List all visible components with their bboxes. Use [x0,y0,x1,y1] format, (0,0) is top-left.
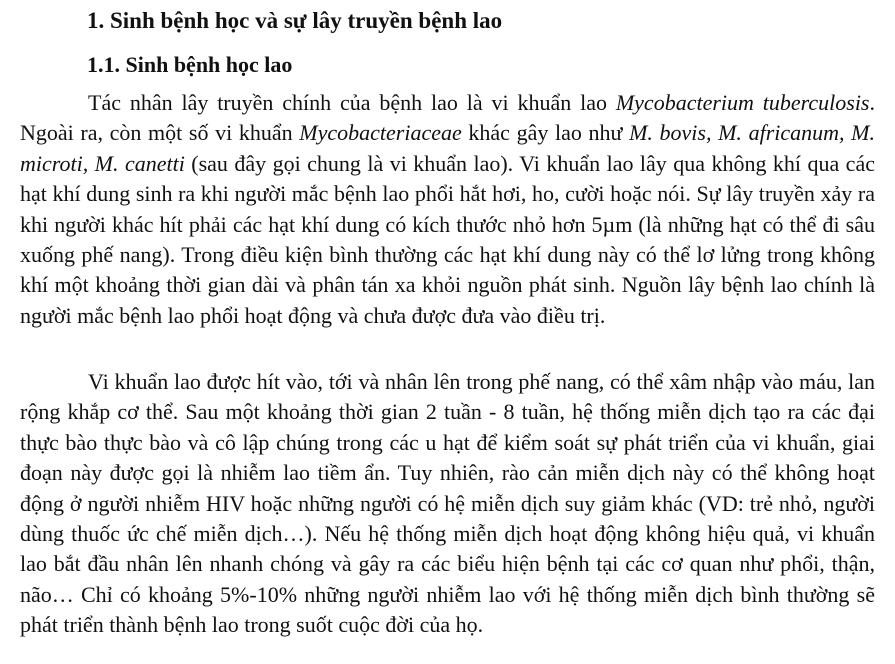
species-list-italic: M. bovis, M. africanum, M. microti, M. canetti [20,120,875,176]
paragraph-text: . Ngoài ra, còn một số vi khuẩn [20,90,875,146]
species-name-italic: Mycobacterium tuberculosis [615,90,870,115]
paragraph-text: khác gây lao như [461,120,630,146]
paragraph-text: Tác nhân lây truyền chính của bệnh lao là vi khuẩn lao [88,90,616,115]
subsection-title: 1.1. Sinh bệnh học lao [87,52,293,77]
section-title: 1. Sinh bệnh học và sự lây truyền bệnh lao [87,8,503,33]
paragraph-pathogenesis: Vi khuẩn lao được hít vào, tới và nhân lên trong phế nang, có thể xâm nhập vào máu, lan rộng khắp cơ thể. Sau một khoảng thời gian 2 tuần - 8 tuần, hệ thống miễn dịch tạo ra các đại thực bào thực bào và cô lập chúng trong các u hạt để kiểm soát sự phát triển của vi khuẩn, giai đoạn này được gọi là nhiễm lao tiềm ẩn. Tuy nhiên, rào cản miễn dịch này có thể không hoạt động ở người nhiễm HIV hoặc những người có hệ miễn dịch suy giảm khác (VD: trẻ nhỏ, người dùng thuốc ức chế miễn dịch…). Nếu hệ thống miễn dịch hoạt động không hiệu quả, vi khuẩn lao bắt đầu nhân lên nhanh chóng và gây ra các biểu hiện bệnh tại các cơ quan như phổi, thận, não… Chỉ có khoảng 5%-10% những người nhiễm lao với hệ thống miễn dịch bình thường sẽ phát triển thành bệnh lao trong suốt cuộc đời của họ. [20,369,875,638]
family-name-italic: Mycobacteriaceae [299,120,462,146]
paragraph-transmission [20,88,875,331]
paragraph-text: (sau đây gọi chung là vi khuẩn lao). Vi khuẩn lao lây qua không khí qua các hạt khí dung sinh ra khi người mắc bệnh lao phổi hắt hơi, ho, cười hoặc nói. Sự lây truyền xảy ra khi người khác hít phải các hạt khí dung có kích thước nhỏ hơn 5µm (là những hạt có thể đi sâu xuống phế nang). Trong điều kiện bình thường các hạt khí dung này có thể lơ lửng trong không khí một khoảng thời gian dài và phân tán xa khỏi nguồn phát sinh. Nguồn lây bệnh lao chính là người mắc bệnh lao phổi hoạt động và chưa được đưa vào điều trị. [20,150,875,328]
